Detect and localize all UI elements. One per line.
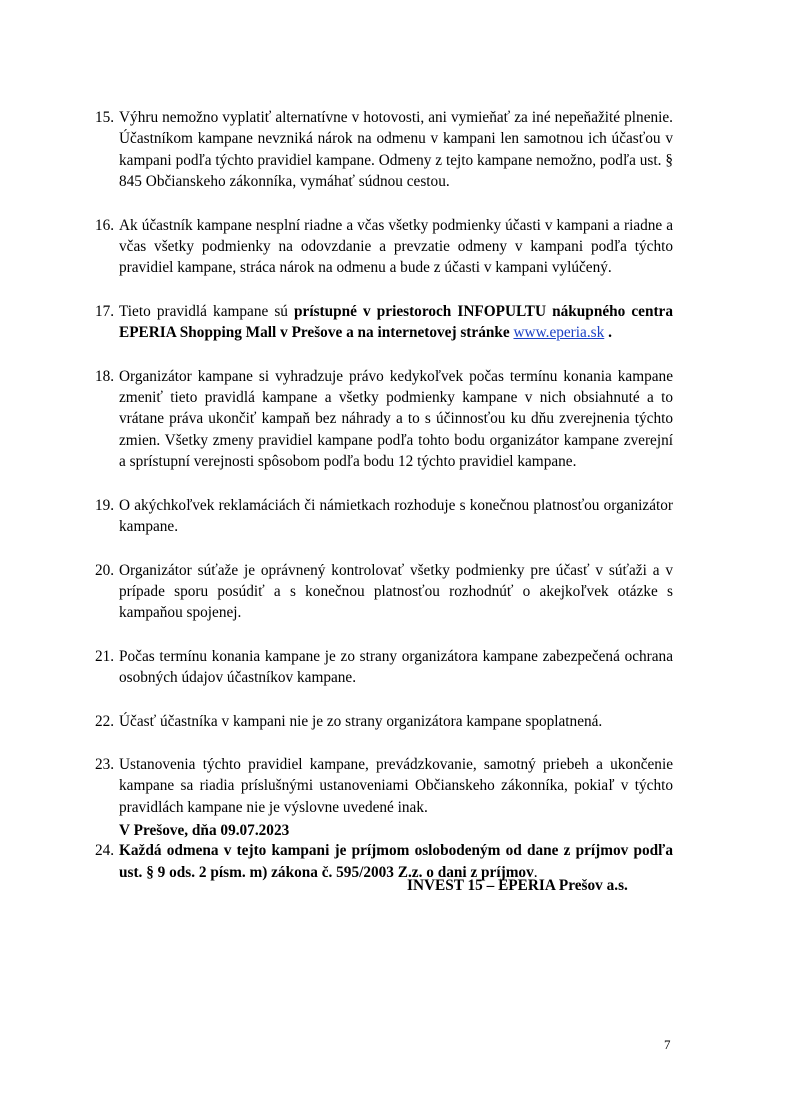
item-number: 16. bbox=[95, 216, 115, 234]
item-text bbox=[119, 366, 673, 473]
item-text bbox=[119, 301, 673, 344]
text-segment: Výhru nemožno vyplatiť alternatívne v hotovosti, ani vymieňať za iné nepeňažité plnenie. Účastníkom kampane nevzniká nárok na odmenu v kampani len samotnou ich účasťou v kampani podľa týchto pravidiel kampane. Odmeny z tejto kampane nemožno, podľa ust. § 845 Občianskeho zákonníka, vymáhať súdnou cestou. bbox=[119, 109, 673, 191]
text-segment: . bbox=[533, 863, 538, 881]
list-item bbox=[95, 495, 673, 538]
item-text bbox=[119, 646, 673, 689]
bold-text: . bbox=[604, 324, 612, 342]
text-segment: Tieto pravidlá kampane sú bbox=[119, 302, 295, 320]
bold-text: Každá odmena v tejto kampani je príjmom oslobodeným od dane z príjmov podľa ust. § 9 ods. 2 písm. m) zákona č. 595/2003 Z.z. o dani z príjmov bbox=[119, 842, 673, 881]
list-item bbox=[95, 215, 673, 279]
rules-list bbox=[95, 107, 673, 905]
list-item bbox=[95, 646, 673, 689]
item-number: 15. bbox=[95, 109, 115, 126]
item-number: 21. bbox=[95, 647, 115, 665]
text-segment: Počas termínu konania kampane je zo strany organizátora kampane zabezpečená ochrana osobných údajov účastníkov kampane. bbox=[119, 647, 673, 687]
item-number: 23. bbox=[95, 755, 115, 773]
list-item bbox=[95, 754, 673, 818]
item-number: 22. bbox=[95, 712, 115, 730]
list-item bbox=[95, 301, 673, 344]
list-item bbox=[95, 107, 673, 193]
text-segment: Organizátor súťaže je oprávnený kontrolovať všetky podmienky pre účasť v súťaži a v prípade sporu posúdiť a s konečnou platnosťou rozhodnúť o akejkoľvek otázke s kampaňou spojenej. bbox=[119, 561, 673, 622]
text-segment: Účasť účastníka v kampani nie je zo strany organizátora kampane spoplatnená. bbox=[119, 712, 603, 730]
text-segment: Organizátor kampane si vyhradzuje právo kedykoľvek počas termínu konania kampane zmeniť tieto pravidlá kampane a všetky podmienky kampane v nich obsiahnuté a to vrátane práva ukončiť kampaň bez náhrady a to s účinnosťou ku dňu zverejnenia týchto zmien. Všetky zmeny pravidiel kampane podľa tohto bodu organizátor kampane zverejní a sprístupní verejnosti spôsobom podľa bodu 12 týchto pravidiel kampane. bbox=[119, 367, 673, 471]
text-segment: O akýchkoľvek reklamáciách či námietkach rozhoduje s konečnou platnosťou organizátor kampane. bbox=[119, 496, 673, 536]
item-text bbox=[119, 495, 673, 538]
website-link[interactable]: www.eperia.sk bbox=[513, 324, 605, 342]
page-number: 7 bbox=[664, 1037, 671, 1052]
item-text bbox=[119, 560, 673, 624]
text-segment: Ustanovenia týchto pravidiel kampane, prevádzkovanie, samotný priebeh a ukončenie kampane sa riadia príslušnými ustanoveniami Občianskeho zákonníka, pokiaľ v týchto pravidlách kampane nie je výslovne uvedené inak. bbox=[119, 755, 673, 816]
item-text bbox=[119, 711, 673, 732]
text-segment: Ak účastník kampane nesplní riadne a včas všetky podmienky účasti v kampani a riadne a včas všetky podmienky na odovzdanie a prevzatie odmeny v kampani podľa týchto pravidiel kampane, stráca nárok na odmenu a bude z účasti v kampani vylúčený. bbox=[119, 216, 673, 277]
bold-text: prístupné v priestoroch INFOPULTU nákupného centra EPERIA Shopping Mall v Prešove a na internetovej stránke bbox=[119, 302, 673, 342]
date-line: V Prešove, dňa 09.07.2023 bbox=[119, 822, 290, 839]
item-number: 20. bbox=[95, 561, 115, 579]
item-number: 19. bbox=[95, 496, 115, 514]
item-text bbox=[119, 754, 673, 818]
list-item bbox=[95, 711, 673, 732]
item-text bbox=[119, 107, 673, 193]
signature: INVEST 15 – EPERIA Prešov a.s. bbox=[407, 877, 628, 894]
item-number: 24. bbox=[95, 842, 115, 860]
item-number: 17. bbox=[95, 302, 115, 320]
item-number: 18. bbox=[95, 367, 115, 385]
list-item bbox=[95, 560, 673, 624]
list-item bbox=[95, 366, 673, 473]
item-text bbox=[119, 215, 673, 279]
